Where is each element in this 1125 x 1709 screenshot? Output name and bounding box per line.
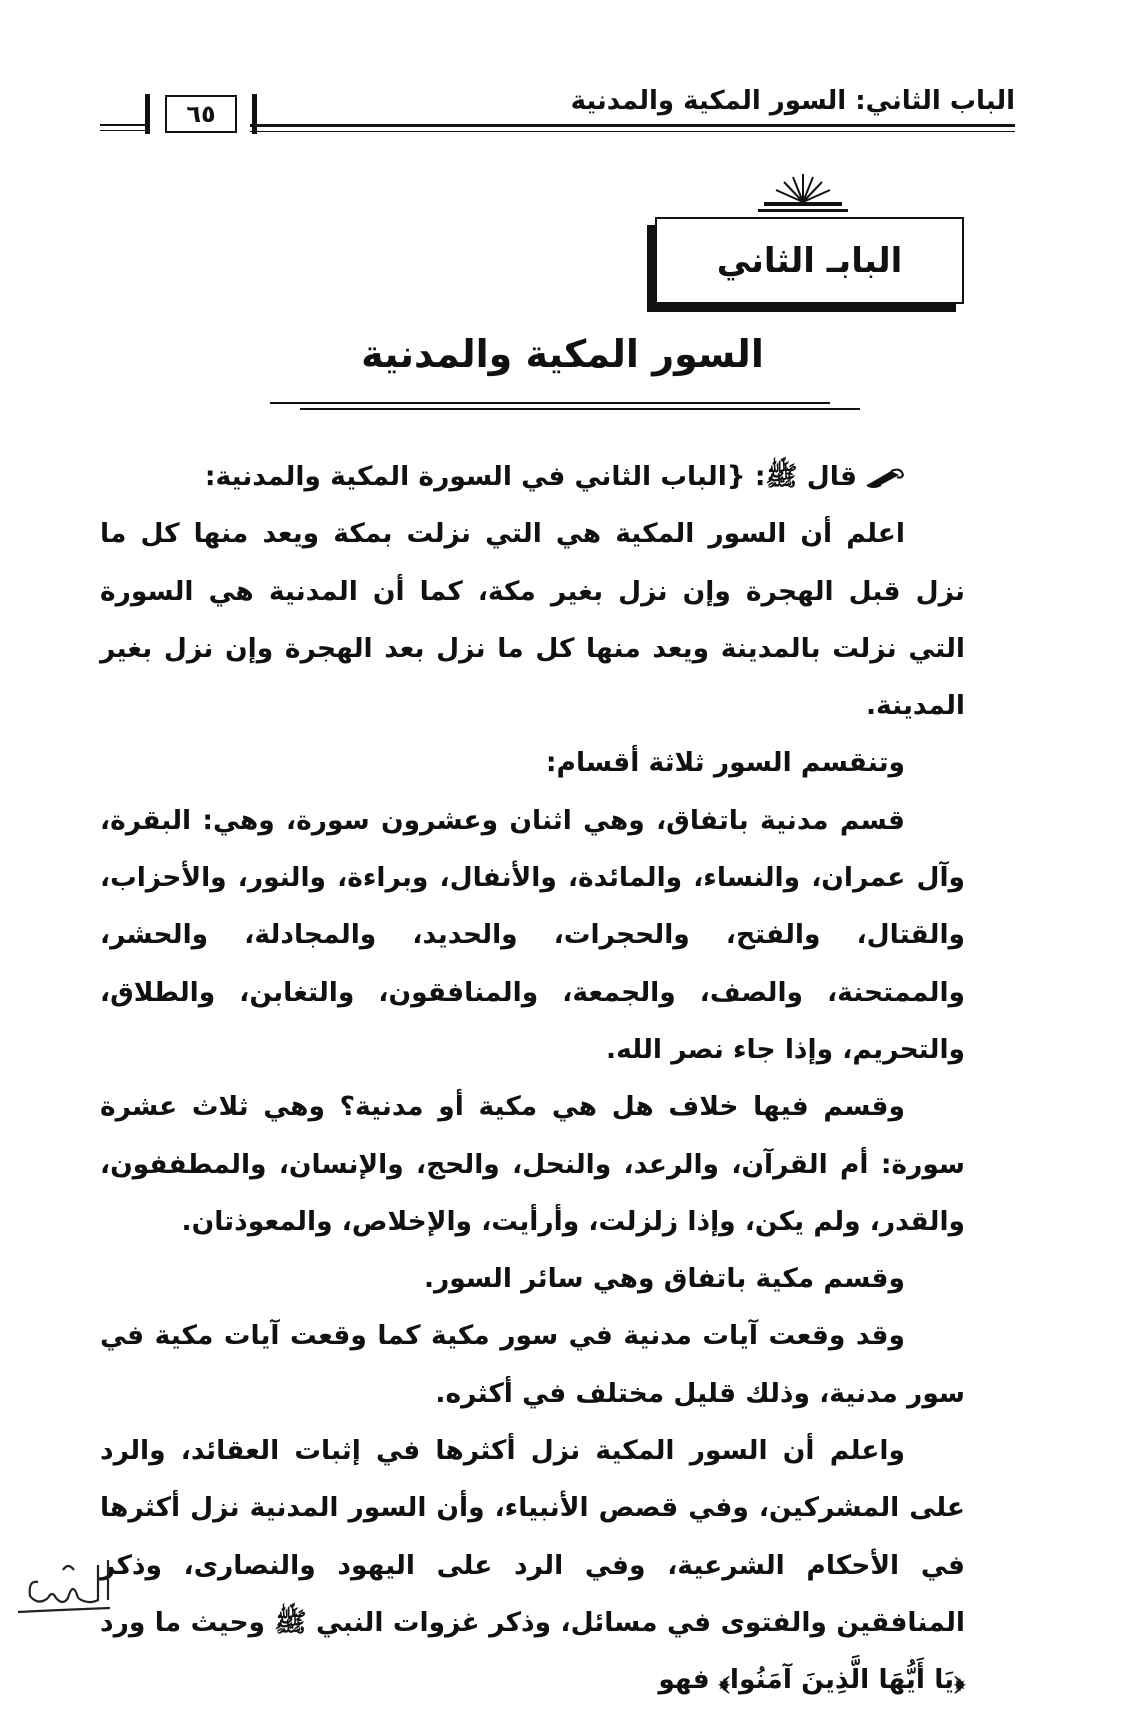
page-number: ٦٥ <box>186 100 216 128</box>
pen-hand-icon <box>865 467 905 489</box>
page-number-box <box>145 94 257 134</box>
signature-logo <box>8 1540 118 1640</box>
paragraph: وتنقسم السور ثلاثة أقسام: <box>545 747 905 779</box>
header-ornament-icon <box>758 172 848 214</box>
running-title: الباب الثاني: السور المكية والمدنية <box>570 86 1015 116</box>
paragraph: قال ﷺ: {الباب الثاني في السورة المكية والمدنية: <box>100 448 965 505</box>
chapter-label-box <box>655 217 964 304</box>
paragraph: اعلم أن السور المكية هي التي نزلت بمكة ويعد منها كل ما نزل قبل الهجرة وإن نزل بغير مكة، كما أن المدنية هي السورة التي نزلت بالمدينة ويعد منها كل ما نزل بعد الهجرة وإن نزل بغير المدينة. <box>100 518 965 722</box>
title-rule <box>270 402 830 410</box>
page-header <box>100 86 1015 142</box>
body-text <box>100 448 965 1709</box>
paragraph: وقسم فيها خلاف هل هي مكية أو مدنية؟ وهي ثلاث عشرة سورة: أم القرآن، والرعد، والنحل، والحج، والإنسان، والمطففون، والقدر، ولم يكن، وإذا زلزلت، وأرأيت، والإخلاص، والمعوذتان. <box>100 1091 965 1237</box>
header-rule-left <box>100 124 145 131</box>
paragraph: واعلم أن السور المكية نزل أكثرها في إثبات العقائد، والرد على المشركين، وفي قصص الأنبياء، وأن السور المدنية نزل أكثرها في الأحكام الشرعية، وفي الرد على اليهود والنصارى، وذكر المنافقين والفتوى في مسائل، وذكر غزوات النبي ﷺ وحيث ما ورد ﴿يَا أَيُّهَا الَّذِينَ آمَنُوا﴾ فهو <box>100 1435 965 1696</box>
paragraph: وقسم مكية باتفاق وهي سائر السور. <box>423 1263 905 1295</box>
chapter-title: السور المكية والمدنية <box>361 332 764 376</box>
header-rule <box>250 124 1015 132</box>
paragraph: قسم مدنية باتفاق، وهي اثنان وعشرون سورة، وهي: البقرة، وآل عمران، والنساء، والمائدة، والأنفال، وبراءة، والنور، والأحزاب، والقتال، والفتح، والحجرات، والحديد، والمجادلة، والحشر، والممتحنة، والصف، والجمعة، والمنافقون، والتغابن، والطلاق، والتحريم، وإذا جاء نصر الله. <box>100 804 965 1065</box>
chapter-label: البابـ الثاني <box>716 240 903 281</box>
paragraph: وقد وقعت آيات مدنية في سور مكية كما وقعت آيات مكية في سور مدنية، وذلك قليل مختلف في أكثره. <box>100 1320 965 1409</box>
